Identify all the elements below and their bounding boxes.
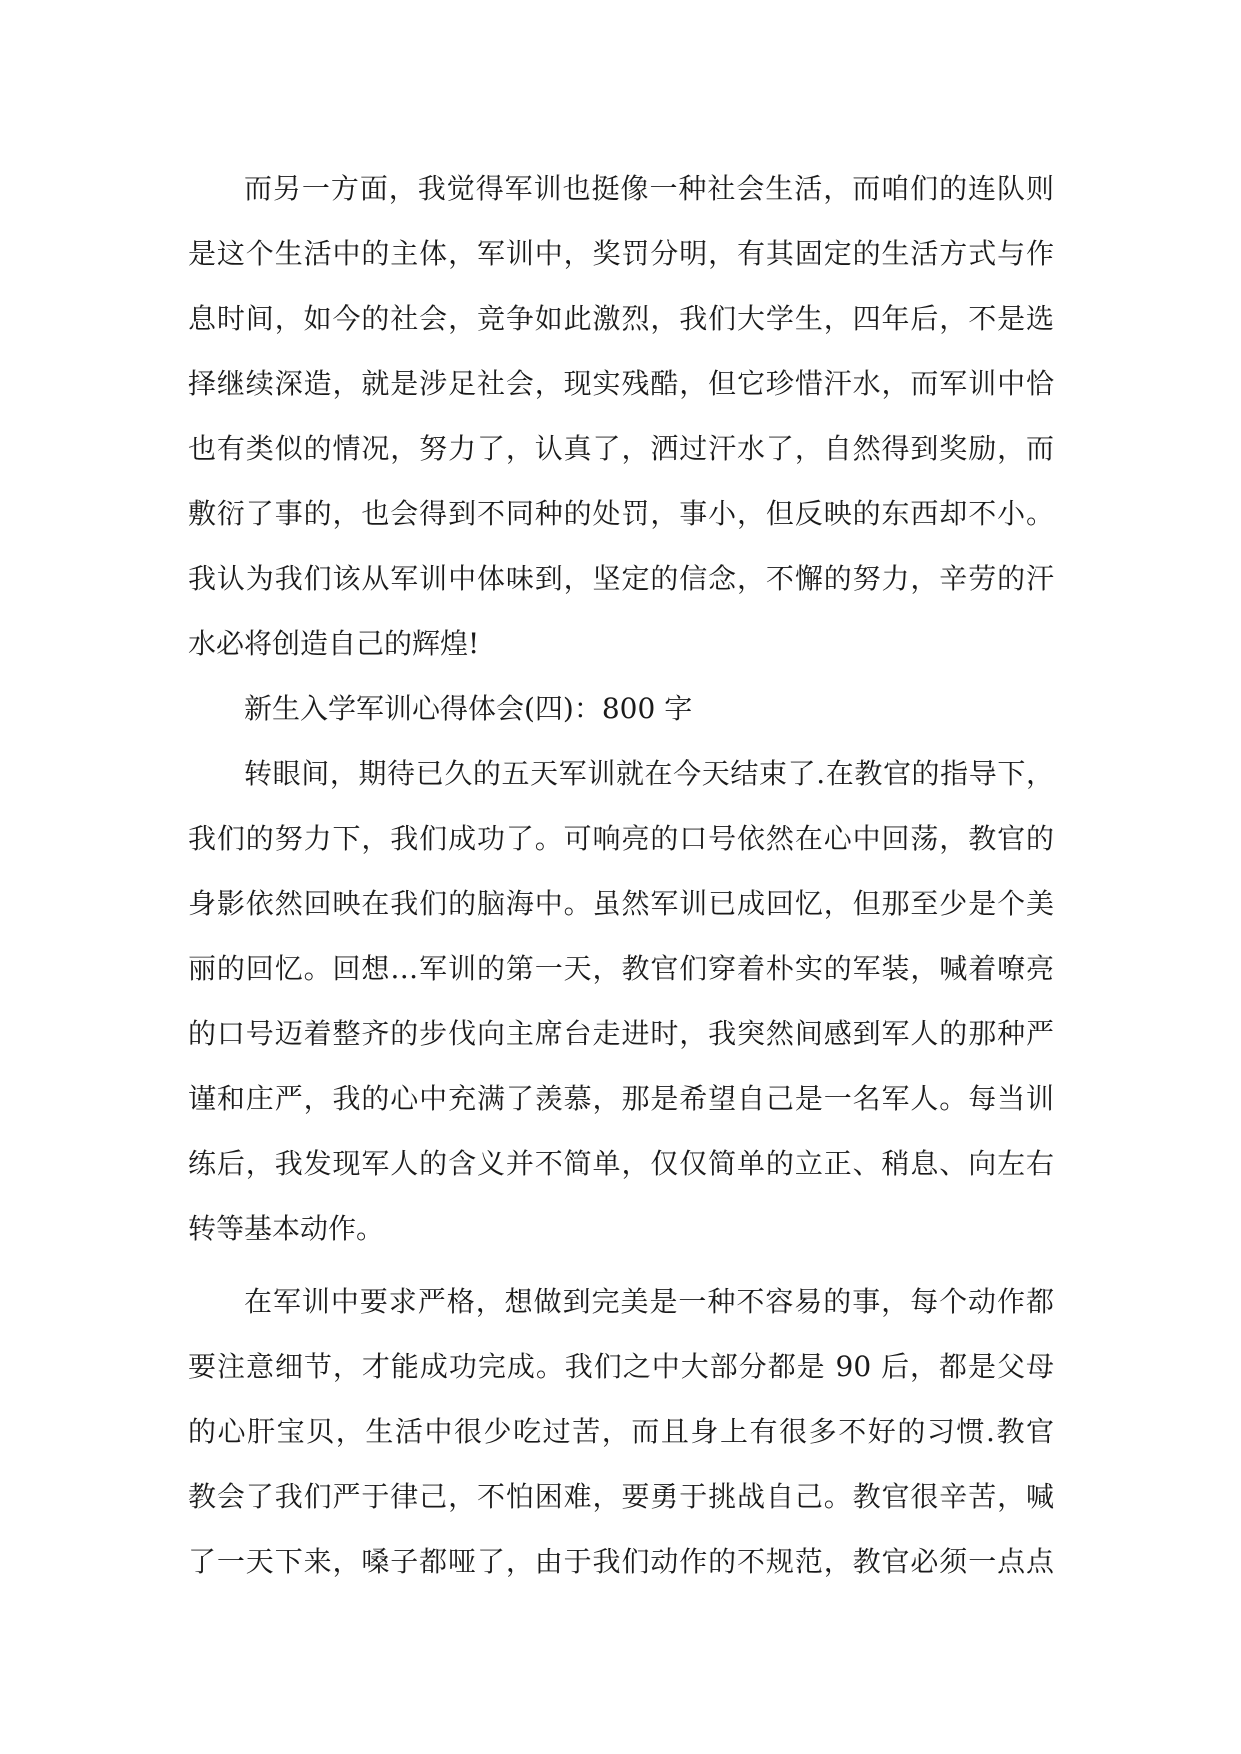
paragraph (188, 741, 1054, 1261)
paragraph-spacer (188, 1261, 1054, 1269)
text-line: 息时间，如今的社会，竞争如此激烈，我们大学生，四年后，不是选 (188, 302, 1054, 335)
text-line: 身影依然回映在我们的脑海中。虽然军训已成回忆，但那至少是个美 (188, 887, 1054, 920)
heading-text: 新生入学军训心得体会(四)：800 字 (244, 692, 693, 725)
text-line: 了一天下来，嗓子都哑了，由于我们动作的不规范，教官必须一点点 (188, 1545, 1054, 1578)
section-heading (188, 676, 1054, 741)
text-line: 丽的回忆。回想…军训的第一天，教官们穿着朴实的军装，喊着嘹亮 (188, 952, 1054, 985)
text-line: 择继续深造，就是涉足社会，现实残酷，但它珍惜汗水，而军训中恰 (188, 367, 1054, 400)
text-line: 我们的努力下，我们成功了。可响亮的口号依然在心中回荡，教官的 (188, 822, 1054, 855)
text-line: 而另一方面，我觉得军训也挺像一种社会生活，而咱们的连队则 (244, 172, 1054, 205)
text-line: 转等基本动作。 (188, 1212, 385, 1245)
text-line: 转眼间，期待已久的五天军训就在今天结束了.在教官的指导下， (244, 757, 1054, 790)
paragraph (188, 156, 1054, 676)
paragraph (188, 1269, 1054, 1594)
text-line: 的口号迈着整齐的步伐向主席台走进时，我突然间感到军人的那种严 (188, 1017, 1054, 1050)
text-line: 谨和庄严，我的心中充满了羡慕，那是希望自己是一名军人。每当训 (188, 1082, 1054, 1115)
text-line: 我认为我们该从军训中体味到，坚定的信念，不懈的努力，辛劳的汗 (188, 562, 1054, 595)
text-line: 教会了我们严于律己，不怕困难，要勇于挑战自己。教官很辛苦，喊 (188, 1480, 1054, 1513)
text-line: 敷衍了事的，也会得到不同种的处罚，事小，但反映的东西却不小。 (188, 497, 1054, 530)
text-line: 是这个生活中的主体，军训中，奖罚分明，有其固定的生活方式与作 (188, 237, 1054, 270)
text-line: 的心肝宝贝，生活中很少吃过苦，而且身上有很多不好的习惯.教官 (188, 1415, 1054, 1448)
text-line: 也有类似的情况，努力了，认真了，洒过汗水了，自然得到奖励，而 (188, 432, 1054, 465)
text-line: 在军训中要求严格，想做到完美是一种不容易的事，每个动作都 (244, 1285, 1054, 1318)
document-body (188, 156, 1054, 1594)
text-line: 要注意细节，才能成功完成。我们之中大部分都是 90 后，都是父母 (188, 1350, 1054, 1383)
text-line: 水必将创造自己的辉煌! (188, 627, 480, 660)
text-line: 练后，我发现军人的含义并不简单，仅仅简单的立正、稍息、向左右 (188, 1147, 1054, 1180)
